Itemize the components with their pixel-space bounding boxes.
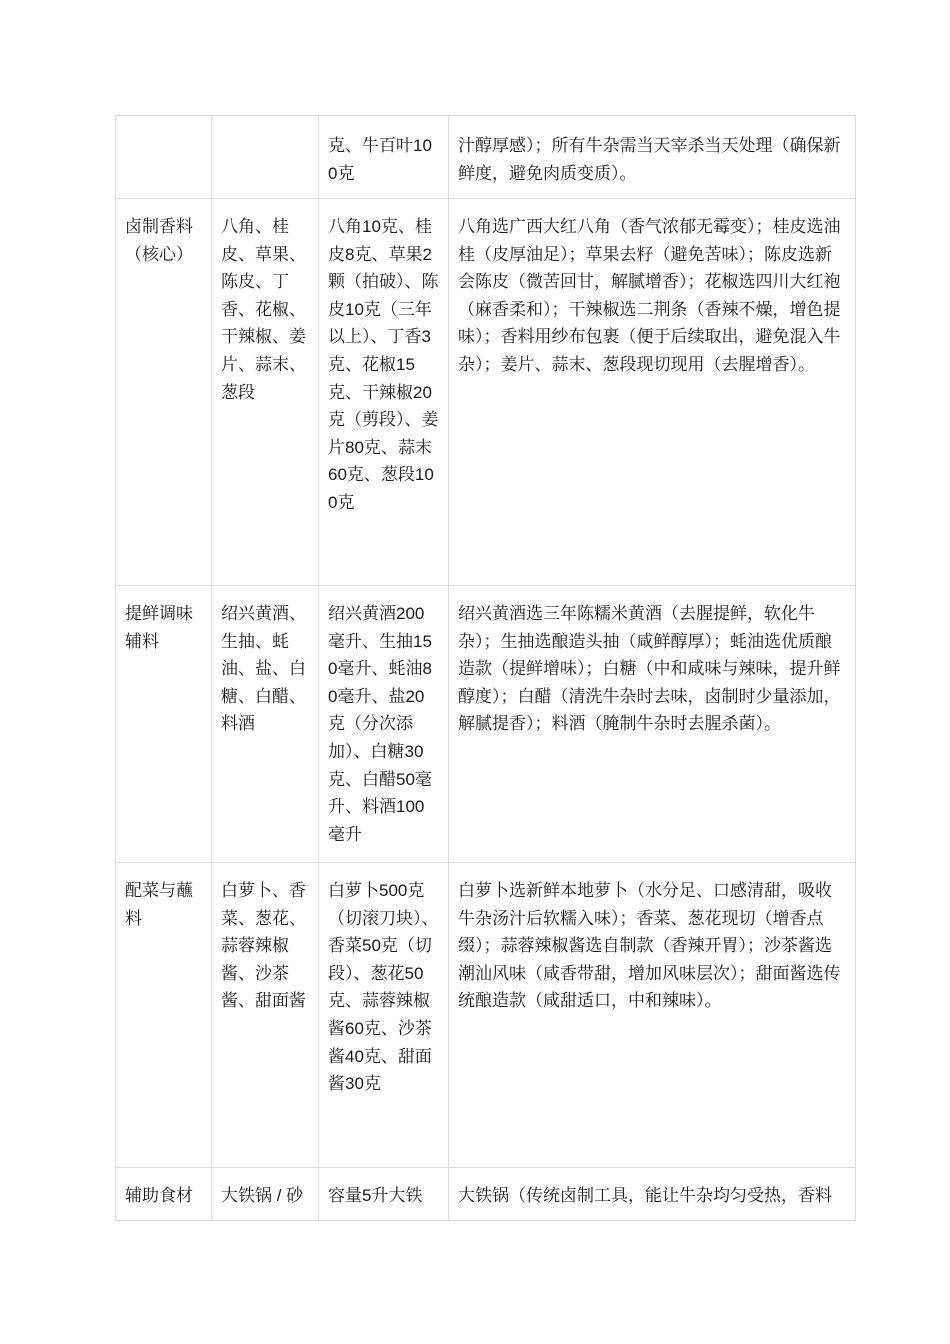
category-cell: 辅助食材 bbox=[116, 1168, 212, 1221]
table-row bbox=[116, 116, 856, 199]
amount-cell: 八角10克、桂皮8克、草果2颗（拍破）、陈皮10克（三年以上）、丁香3克、花椒15克、干辣椒20克（剪段）、姜片80克、蒜末60克、葱段100克 bbox=[319, 199, 449, 586]
notes-cell: 绍兴黄酒选三年陈糯米黄酒（去腥提鲜，软化牛杂）；生抽选酿造头抽（咸鲜醇厚）；蚝油选优质酿造款（提鲜增味）；白糖（中和咸味与辣味，提升鲜醇度）；白醋（清洗牛杂时去味，卤制时少量添加，解腻提香）；料酒（腌制牛杂时去腥杀菌）。 bbox=[449, 586, 856, 863]
items-cell: 白萝卜、香菜、葱花、蒜蓉辣椒酱、沙茶酱、甜面酱 bbox=[212, 863, 319, 1168]
items-cell: 八角、桂皮、草果、陈皮、丁香、花椒、干辣椒、姜片、蒜末、葱段 bbox=[212, 199, 319, 586]
items-cell: 绍兴黄酒、生抽、蚝油、盐、白糖、白醋、料酒 bbox=[212, 586, 319, 863]
notes-cell: 汁醇厚感）；所有牛杂需当天宰杀当天处理（确保新鲜度，避免肉质变质）。 bbox=[449, 116, 856, 199]
ingredients-table bbox=[115, 115, 856, 1221]
notes-cell: 八角选广西大红八角（香气浓郁无霉变）；桂皮选油桂（皮厚油足）；草果去籽（避免苦味）；陈皮选新会陈皮（微苦回甘，解腻增香）；花椒选四川大红袍（麻香柔和）；干辣椒选二荆条（香辣不燥，增色提味）；香料用纱布包裹（便于后续取出，避免混入牛杂）；姜片、蒜末、葱段现切现用（去腥增香）。 bbox=[449, 199, 856, 586]
amount-cell: 绍兴黄酒200毫升、生抽150毫升、蚝油80毫升、盐20克（分次添加）、白糖30克、白醋50毫升、料酒100毫升 bbox=[319, 586, 449, 863]
category-cell: 卤制香料（核心） bbox=[116, 199, 212, 586]
items-cell bbox=[212, 116, 319, 199]
table-row bbox=[116, 586, 856, 863]
notes-cell: 白萝卜选新鲜本地萝卜（水分足、口感清甜，吸收牛杂汤汁后软糯入味）；香菜、葱花现切（增香点缀）；蒜蓉辣椒酱选自制款（香辣开胃）；沙茶酱选潮汕风味（咸香带甜，增加风味层次）；甜面酱选传统酿造款（咸甜适口，中和辣味）。 bbox=[449, 863, 856, 1168]
items-cell: 大铁锅 / 砂 bbox=[212, 1168, 319, 1221]
amount-cell: 白萝卜500克（切滚刀块）、香菜50克（切段）、葱花50克、蒜蓉辣椒酱60克、沙茶酱40克、甜面酱30克 bbox=[319, 863, 449, 1168]
amount-cell: 克、牛百叶100克 bbox=[319, 116, 449, 199]
table-row bbox=[116, 863, 856, 1168]
category-cell: 提鲜调味辅料 bbox=[116, 586, 212, 863]
category-cell bbox=[116, 116, 212, 199]
table-row bbox=[116, 1168, 856, 1221]
category-cell: 配菜与蘸料 bbox=[116, 863, 212, 1168]
notes-cell: 大铁锅（传统卤制工具，能让牛杂均匀受热，香料 bbox=[449, 1168, 856, 1221]
table-row bbox=[116, 199, 856, 586]
amount-cell: 容量5升大铁 bbox=[319, 1168, 449, 1221]
